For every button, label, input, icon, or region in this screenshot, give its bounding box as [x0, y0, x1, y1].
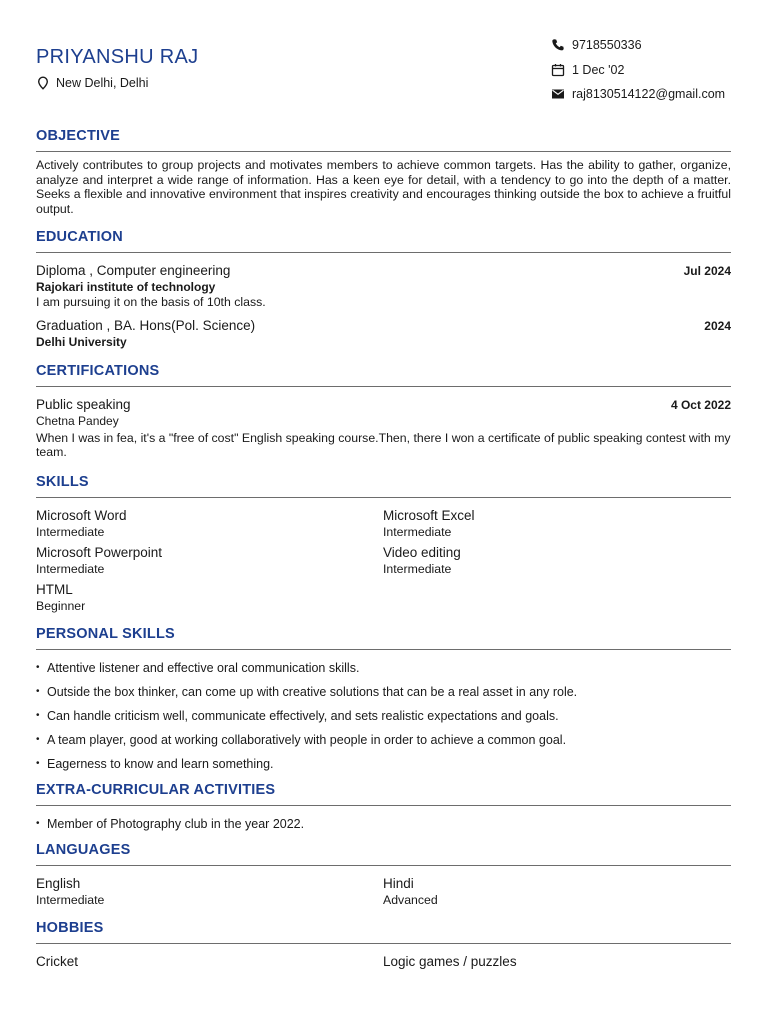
education-date: Jul 2024 — [683, 264, 731, 278]
degree: Graduation , BA. Hons(Pol. Science) — [36, 317, 256, 333]
extracurricular-list — [36, 812, 731, 836]
skill-level: Intermediate — [36, 524, 105, 539]
certification-description: When I was in fea, it's a "free of cost" English speaking course.Then, there I won a certificate of public speaking contest with my team. — [36, 430, 731, 459]
skill-item — [383, 508, 730, 539]
language-level: Intermediate — [36, 892, 105, 907]
skill-name: HTML — [36, 581, 73, 597]
education-entry — [36, 263, 731, 310]
section-title: CERTIFICATIONS — [36, 363, 731, 387]
location — [36, 76, 148, 90]
skill-level: Intermediate — [383, 524, 452, 539]
calendar-icon — [551, 63, 565, 77]
resume-header — [36, 0, 731, 110]
list-item: • Member of Photography club in the year 2022. — [36, 812, 731, 836]
objective-section — [36, 128, 731, 216]
skill-level: Intermediate — [383, 561, 452, 576]
skill-level: Intermediate — [36, 561, 105, 576]
certification-name: Public speaking — [36, 396, 131, 412]
skill-item — [36, 582, 383, 613]
resume-page — [36, 0, 731, 969]
personal-skills-list — [36, 656, 731, 776]
hobby-item: Logic games / puzzles — [383, 953, 517, 969]
hobbies-section — [36, 920, 731, 969]
section-title: OBJECTIVE — [36, 128, 731, 152]
list-item: • A team player, good at working collaboratively with people in order to achieve a common goal. — [36, 728, 731, 752]
education-entry — [36, 318, 731, 349]
contact-info — [551, 33, 731, 107]
email-row — [551, 82, 731, 107]
certification-date: 4 Oct 2022 — [670, 397, 731, 412]
list-item: • Can handle criticism well, communicate effectively, and sets realistic expectations and goals. — [36, 704, 731, 728]
skill-level: Beginner — [36, 598, 86, 613]
email-address[interactable]: raj8130514122@gmail.com — [572, 87, 726, 102]
languages-section — [36, 842, 731, 907]
skills-section — [36, 474, 731, 613]
skill-item — [36, 508, 383, 539]
language-name: English — [36, 875, 81, 891]
phone-number: 9718550336 — [572, 38, 642, 53]
institution: Delhi University — [36, 334, 127, 349]
candidate-name: PRIYANSHU RAJ — [36, 46, 199, 68]
map-pin-icon — [36, 76, 50, 90]
education-section — [36, 229, 731, 349]
language-level: Advanced — [383, 892, 438, 907]
section-title: EDUCATION — [36, 229, 731, 253]
skill-name: Microsoft Powerpoint — [36, 544, 163, 560]
list-item: • Attentive listener and effective oral communication skills. — [36, 656, 731, 680]
skill-item — [383, 545, 730, 576]
skill-name: Video editing — [383, 544, 461, 560]
section-title: SKILLS — [36, 474, 731, 498]
dob-row — [551, 58, 731, 83]
education-description: I am pursuing it on the basis of 10th class. — [36, 295, 266, 309]
certifications-section — [36, 363, 731, 460]
personal-skills-section — [36, 626, 731, 776]
envelope-icon — [551, 87, 565, 101]
section-title: PERSONAL SKILLS — [36, 626, 731, 650]
location-text: New Delhi, Delhi — [56, 76, 149, 90]
objective-text: Actively contributes to group projects and motivates members to achieve common targets. Has the ability to gather, organize, analyze and interpret a wide range of information. Has a keen eye for detail, with a tendency to go into the depth of a matter. Seeks a flexible and innovative environment that inspires creativity and encourages thinking outside the box to achieve a fruitful output. — [36, 158, 731, 216]
degree: Diploma , Computer engineering — [36, 263, 231, 278]
languages-grid — [36, 876, 731, 907]
phone-icon — [551, 38, 565, 52]
hobbies-grid — [36, 954, 731, 969]
hobby-item: Cricket — [36, 953, 79, 969]
list-item: • Eagerness to know and learn something. — [36, 752, 731, 776]
education-date: 2024 — [704, 318, 731, 333]
section-title: LANGUAGES — [36, 842, 731, 866]
skill-name: Microsoft Excel — [383, 507, 475, 523]
extracurricular-section — [36, 782, 731, 836]
language-name: Hindi — [383, 875, 414, 891]
language-item — [36, 876, 383, 907]
date-of-birth: 1 Dec '02 — [572, 62, 625, 77]
skill-name: Microsoft Word — [36, 507, 127, 523]
section-title: HOBBIES — [36, 920, 731, 944]
language-item — [383, 876, 730, 907]
skill-item — [36, 545, 383, 576]
section-title: EXTRA-CURRICULAR ACTIVITIES — [36, 782, 731, 806]
certification-issuer: Chetna Pandey — [36, 413, 119, 428]
certification-entry — [36, 397, 731, 460]
phone-row — [551, 33, 731, 58]
institution: Rajokari institute of technology — [36, 280, 216, 294]
skills-grid — [36, 508, 731, 613]
list-item: • Outside the box thinker, can come up with creative solutions that can be a real asset in any role. — [36, 680, 731, 704]
